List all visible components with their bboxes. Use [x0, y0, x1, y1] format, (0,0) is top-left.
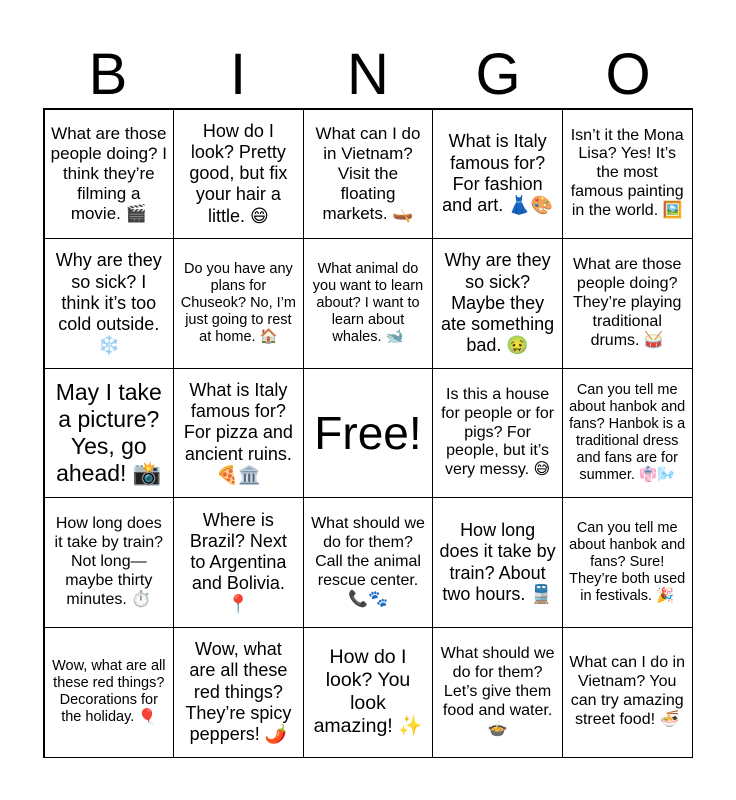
cell-text: What can I do in Vietnam? Visit the floating markets. 🛶: [315, 123, 421, 223]
header-letter-n: N: [347, 42, 389, 107]
bingo-cell[interactable]: [562, 627, 693, 758]
bingo-cell[interactable]: [173, 368, 304, 499]
cell-text: What is Italy famous for? For pizza and ancient ruins. 🍕🏛️: [183, 379, 293, 485]
cell-text: May I take a picture? Yes, go ahead! 📸: [55, 378, 162, 487]
bingo-cell[interactable]: [44, 368, 175, 499]
header-letter-g: G: [475, 42, 521, 107]
cell-text: What should we do for them? Let’s give them food and water. 🍲: [440, 645, 555, 738]
cell-text: How do I look? You look amazing! ✨: [313, 646, 423, 738]
bingo-cell[interactable]: [44, 497, 175, 628]
cell-text: How long does it take by train? Not long—maybe thirty minutes. ⏱️: [54, 515, 164, 608]
bingo-cell[interactable]: [562, 109, 693, 240]
bingo-cell[interactable]: [562, 497, 693, 628]
cell-text: What can I do in Vietnam? You can try amazing street food! 🍜: [569, 654, 685, 729]
bingo-cell[interactable]: [432, 627, 563, 758]
cell-text: Wow, what are all these red things? They’re spicy peppers! 🌶️: [185, 639, 292, 745]
cell-text: Why are they so sick? I think it’s too cold outside. ❄️: [55, 250, 162, 356]
bingo-cell[interactable]: [173, 497, 304, 628]
bingo-cell[interactable]: [44, 109, 175, 240]
cell-text: Isn’t it the Mona Lisa? Yes! It’s the most famous painting in the world. 🖼️: [570, 126, 684, 220]
cell-text: What are those people doing? I think they’re filming a movie. 🎬: [50, 123, 167, 223]
cell-text: Can you tell me about hanbok and fans? Sure! They’re both used in festivals. 🎉: [569, 519, 686, 605]
header-letter-o: O: [605, 42, 651, 107]
cell-text: Why are they so sick? Maybe they ate something bad. 🤢: [441, 250, 555, 356]
bingo-cell[interactable]: [432, 109, 563, 240]
bingo-cell[interactable]: [303, 627, 434, 758]
bingo-cell[interactable]: [432, 497, 563, 628]
cell-text: Is this a house for people or for pigs? For people, but it’s very messy. 😅: [441, 385, 555, 479]
cell-text: What animal do you want to learn about? I want to learn about whales. 🐋: [312, 260, 424, 346]
cell-text: Where is Brazil? Next to Argentina and Bolivia. 📍: [189, 509, 287, 615]
bingo-grid: [43, 108, 693, 758]
free-space[interactable]: [303, 368, 434, 499]
cell-text: Can you tell me about hanbok and fans? Hanbok is a traditional dress and fans are for summer. 👘🌬️: [569, 381, 686, 484]
cell-text: What are those people doing? They’re playing traditional drums. 🥁: [572, 256, 682, 349]
cell-text: What should we do for them? Call the animal rescue center. 📞🐾: [311, 515, 425, 608]
bingo-cell[interactable]: [173, 109, 304, 240]
bingo-cell[interactable]: [44, 238, 175, 369]
free-space-text: Free!: [314, 406, 422, 459]
bingo-cell[interactable]: [432, 368, 563, 499]
cell-text: How long does it take by train? About two hours. 🚆: [439, 520, 556, 604]
bingo-cell[interactable]: [44, 627, 175, 758]
cell-text: What is Italy famous for? For fashion and art. 👗🎨: [442, 131, 554, 216]
bingo-cell[interactable]: [173, 627, 304, 758]
header-letter-b: B: [88, 42, 128, 107]
bingo-cell[interactable]: [173, 238, 304, 369]
bingo-cell[interactable]: [303, 497, 434, 628]
header-letter-i: I: [229, 42, 247, 107]
bingo-header: [43, 42, 693, 108]
cell-text: Wow, what are all these red things? Decorations for the holiday. 🎈: [52, 657, 166, 726]
cell-text: Do you have any plans for Chuseok? No, I’m just going to rest at home. 🏠: [180, 260, 297, 346]
bingo-cell[interactable]: [562, 238, 693, 369]
cell-text: How do I look? Pretty good, but fix your hair a little. 😄: [189, 120, 288, 226]
bingo-cell[interactable]: [303, 109, 434, 240]
bingo-cell[interactable]: [432, 238, 563, 369]
bingo-cell[interactable]: [303, 238, 434, 369]
bingo-cell[interactable]: [562, 368, 693, 499]
